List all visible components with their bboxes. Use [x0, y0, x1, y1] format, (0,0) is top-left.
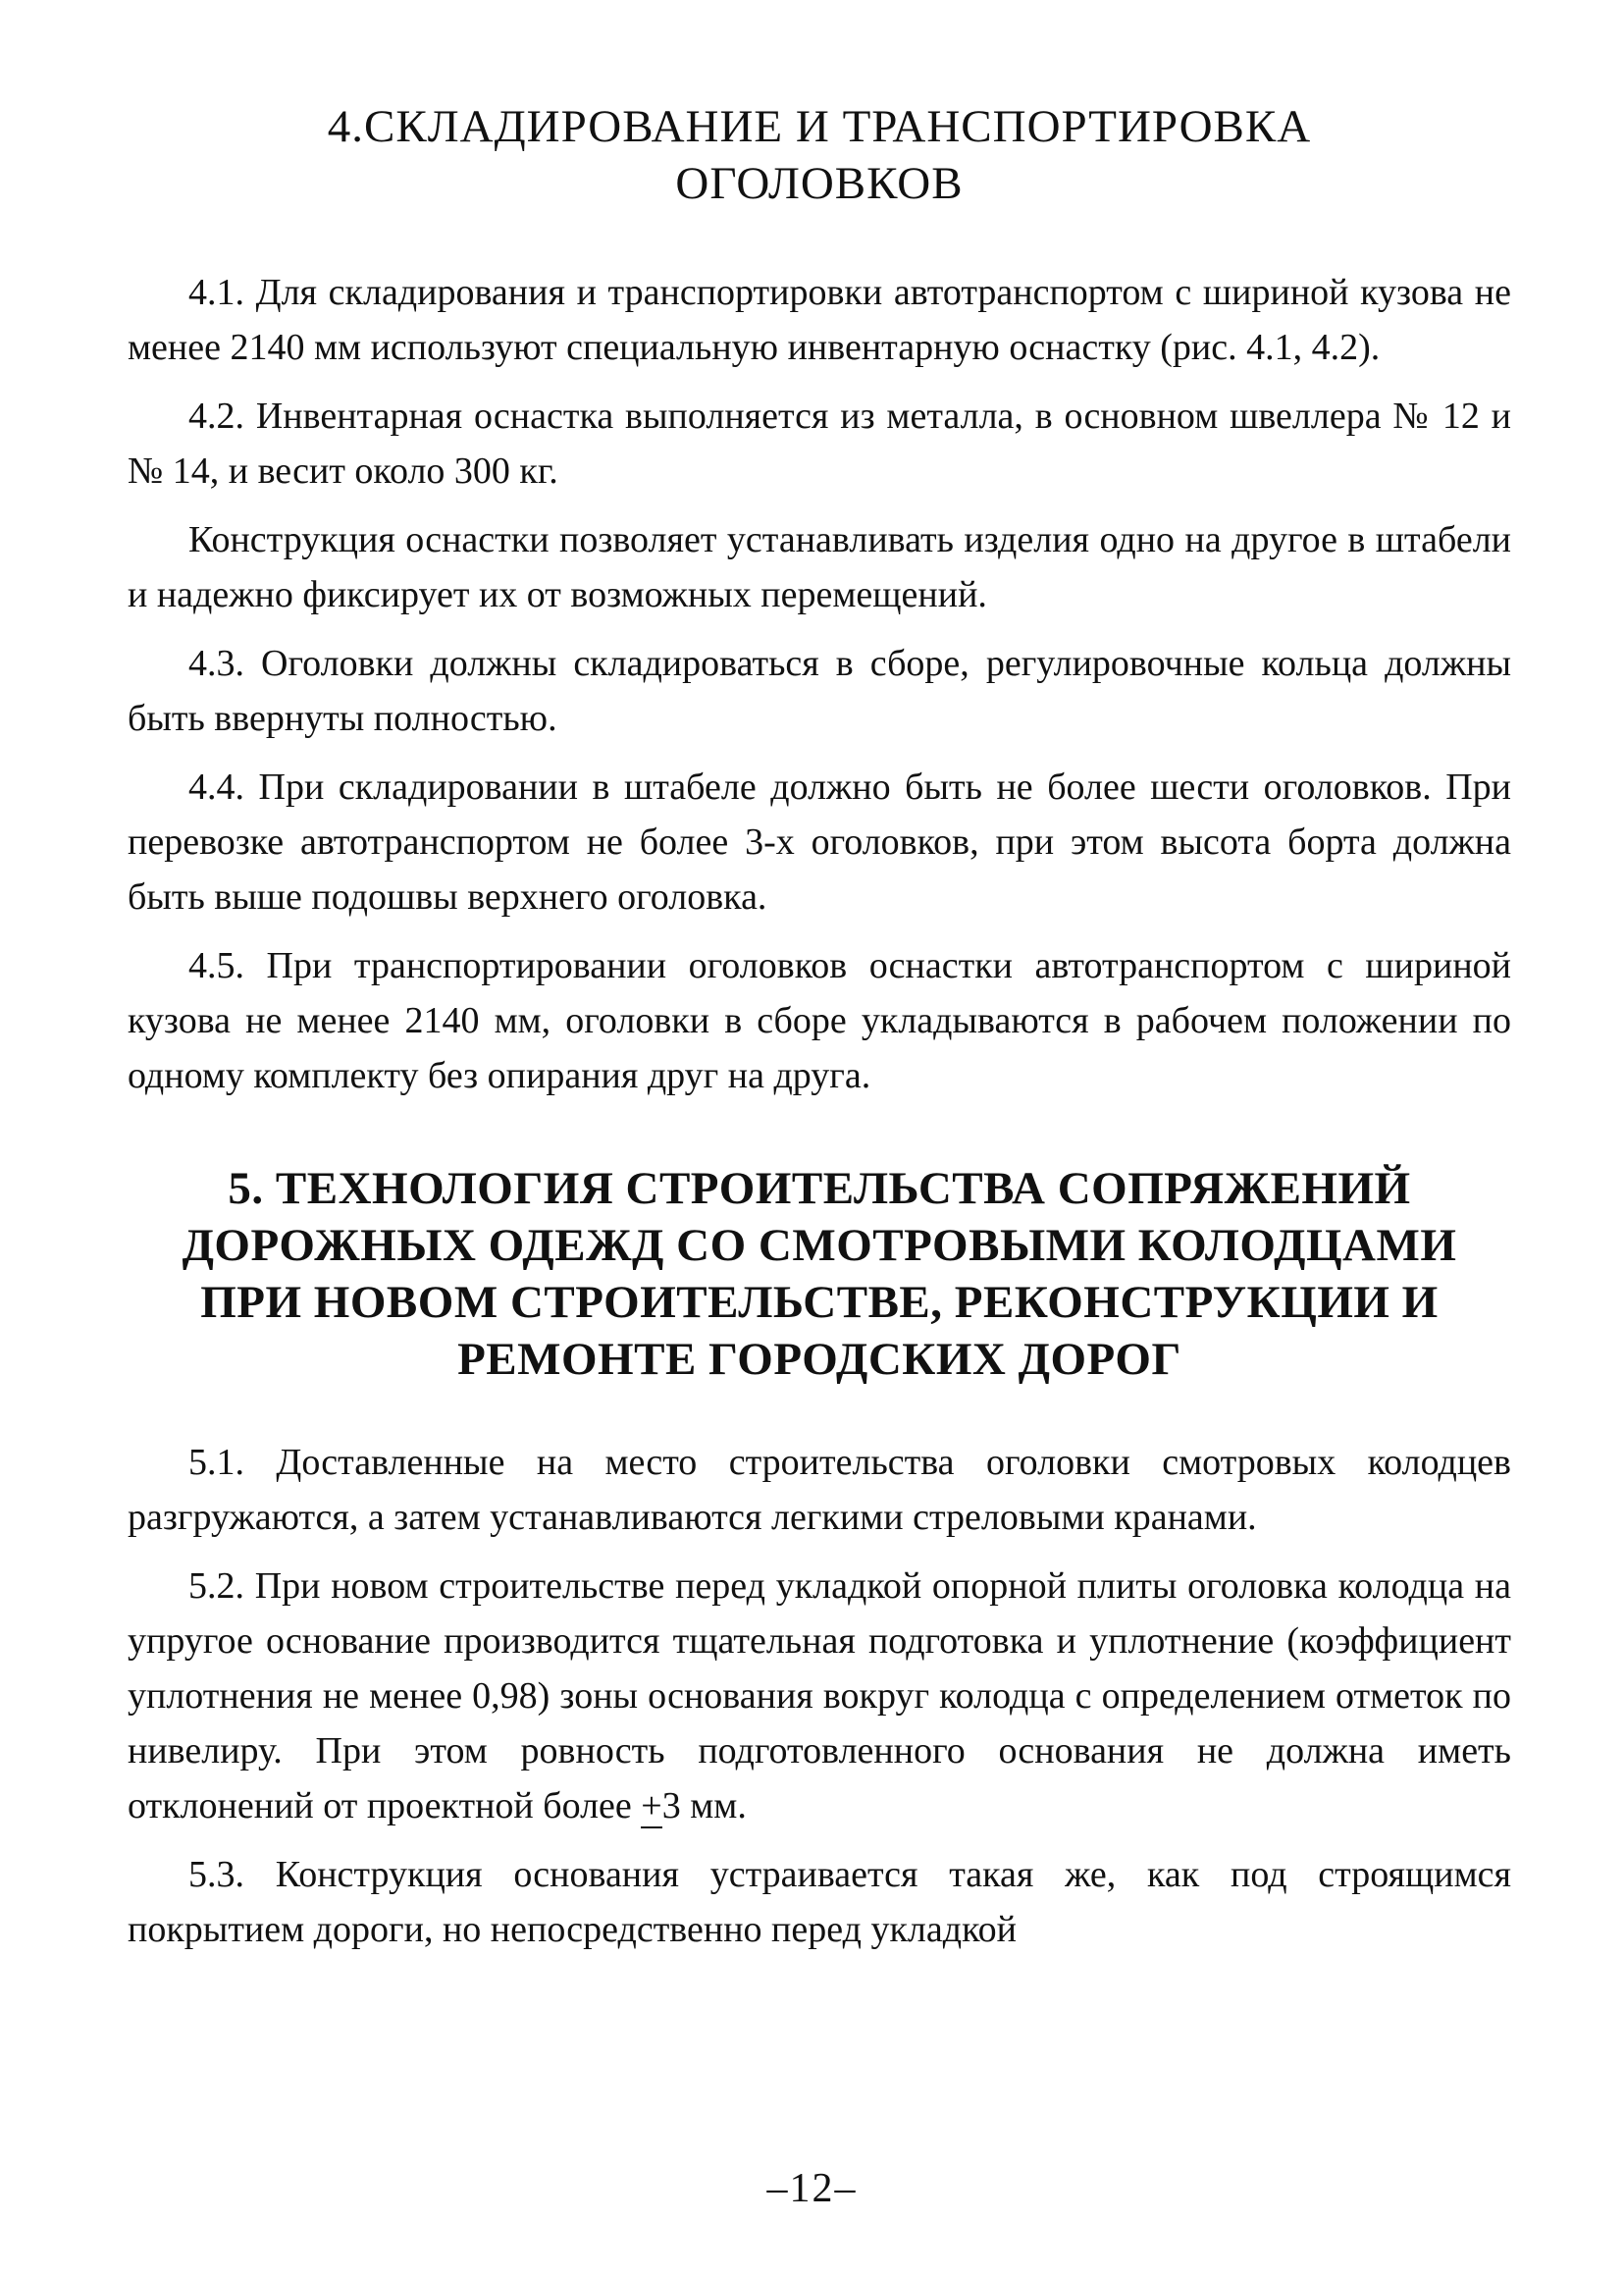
section-5-heading-line-1: 5. ТЕХНОЛОГИЯ СТРОИТЕЛЬСТВА СОПРЯЖЕНИЙ — [228, 1163, 1411, 1214]
paragraph-5-1: 5.1. Доставленные на место строительства оголовки смотровых колодцев разгружаются, а затем устанавливаются легкими стреловыми кранами. — [128, 1442, 1511, 1538]
paragraph-4-3: 4.3. Оголовки должны складироваться в сборе, регулировочные кольца должны быть ввернуты полностью. — [128, 643, 1511, 739]
section-4-heading-line-1: 4.СКЛАДИРОВАНИЕ И ТРАНСПОРТИРОВКА — [327, 101, 1312, 152]
paragraph-4-4: 4.4. При складировании в штабеле должно быть не более шести оголовков. При перевозке автотранспортом не более 3-х оголовков, при этом высота борта должна быть выше подошвы верхнего оголовка. — [128, 767, 1511, 918]
section-5-heading-line-3: ПРИ НОВОМ СТРОИТЕЛЬСТВЕ, РЕКОНСТРУКЦИИ И — [200, 1277, 1439, 1328]
section-4-heading — [128, 98, 1511, 212]
plus-minus-sign: + — [641, 1785, 662, 1826]
paragraph-4-1: 4.1. Для складирования и транспортировки автотранспортом с шириной кузова не менее 2140 мм используют специальную инвентарную оснастку (рис. 4.1, 4.2). — [128, 272, 1511, 368]
document-page — [128, 98, 1511, 1971]
section-5-heading — [128, 1160, 1511, 1388]
paragraph-5-2 — [128, 1559, 1511, 1833]
paragraph-4-2-construction: Конструкция оснастки позволяет устанавливать изделия одно на другое в штабели и надежно фиксирует их от возможных перемещений. — [128, 519, 1511, 615]
paragraph-5-2-text: 5.2. При новом строительстве перед укладкой опорной плиты оголовка колодца на упругое основание производится тщательная подготовка и уплотнение (коэффициент уплотнения не менее 0,98) зоны основания вокруг колодца с определением отметок по нивелиру. При этом ровность подготовленного основания не должна иметь отклонений от проектной более — [128, 1565, 1511, 1826]
paragraph-5-2-tail: 3 мм. — [661, 1785, 747, 1826]
section-5-heading-line-2: ДОРОЖНЫХ ОДЕЖД СО СМОТРОВЫМИ КОЛОДЦАМИ — [182, 1220, 1457, 1271]
section-4-heading-line-2: ОГОЛОВКОВ — [675, 158, 964, 209]
paragraph-4-2: 4.2. Инвентарная оснастка выполняется из металла, в основном швеллера № 12 и № 14, и весит около 300 кг. — [128, 396, 1511, 492]
paragraph-5-3: 5.3. Конструкция основания устраивается такая же, как под строящимся покрытием дороги, но непосредственно перед укладкой — [128, 1854, 1511, 1950]
paragraph-4-5: 4.5. При транспортировании оголовков оснастки автотранспортом с шириной кузова не менее 2140 мм, оголовки в сборе укладываются в рабочем положении по одному комплекту без опирания друг на друга. — [128, 945, 1511, 1096]
section-5-heading-line-4: РЕМОНТЕ ГОРОДСКИХ ДОРОГ — [457, 1334, 1181, 1385]
page-number: –12– — [766, 2166, 858, 2211]
